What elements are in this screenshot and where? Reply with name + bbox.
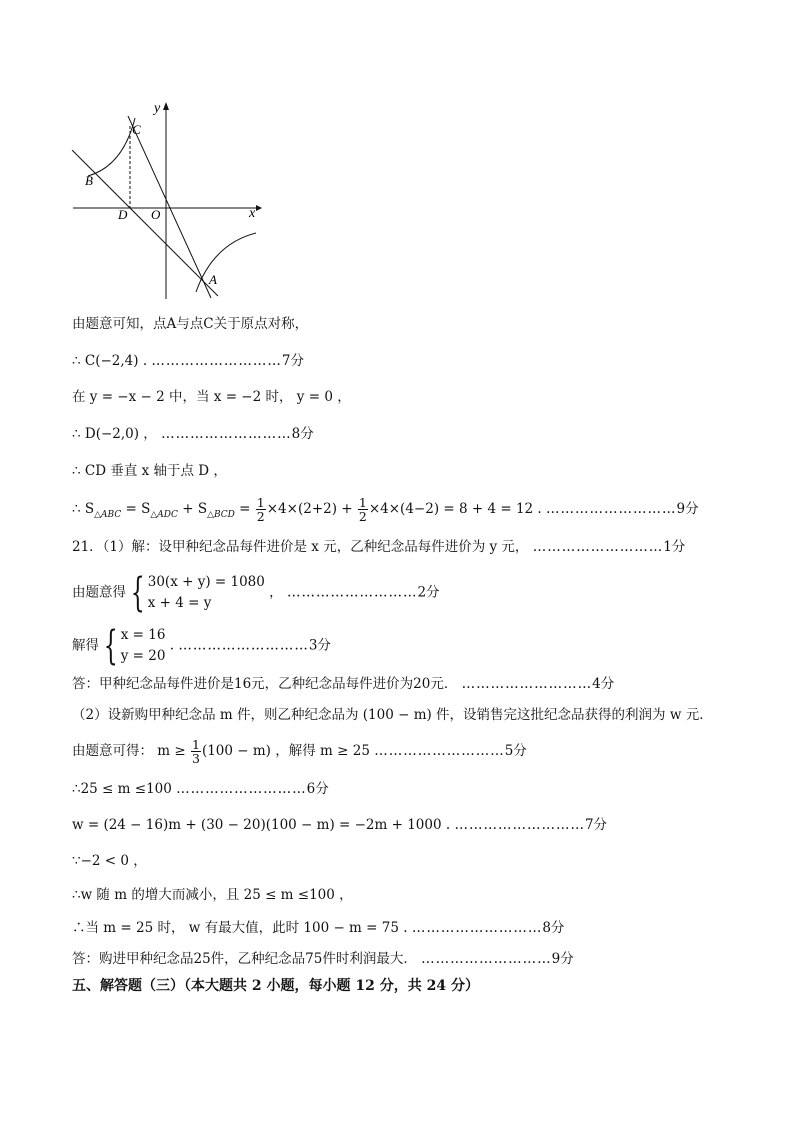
label-o: O: [151, 207, 161, 222]
section-heading: 五、解答题（三）（本大题共 2 小题，每小题 12 分，共 24 分）: [72, 978, 479, 994]
line-part-2: （2）设新购甲种纪念品 m 件，则乙种纪念品为 (100 − m) 件，设销售完这批纪念品获得的利润为 w 元．: [72, 707, 713, 723]
y-axis-arrow: [163, 102, 169, 110]
label-a: A: [209, 272, 217, 287]
line-max: ∴当 m = 25 时， w 有最大值，此时 100 − m = 75 . ………………………8分: [72, 920, 565, 936]
line-q21: 21．（1）解：设甲种纪念品每件进价是 x 元，乙种纪念品每件进价为 y 元， ………………………1分: [72, 539, 686, 555]
line-coa: [128, 116, 211, 298]
line-answer-1: 答：甲种纪念品每件进价是16元，乙种纪念品每件进价为20元． ………………………4分: [72, 676, 615, 692]
line-point-d: ∴ D(−2,0) ， ………………………8分: [72, 426, 314, 442]
fraction-half-2: $\frac{1}{2}$: [358, 495, 367, 524]
x-axis-arrow: [256, 205, 262, 211]
line-cd-perp: ∴ CD 垂直 x 轴于点 D ，: [72, 463, 227, 479]
line-decreasing: ∴w 随 m 的增大而减小，且 25 ≤ m ≤100 ，: [72, 887, 353, 903]
line-inequality: 由题意可得： m ≥ $\frac{1}{3}$ (100 − m) ，解得 m ≥ 25 ………………………5分: [72, 737, 527, 766]
hyperbola-branch-left: [88, 118, 135, 176]
label-y: y: [154, 101, 161, 116]
line-substitute: 在 y = −x − 2 中，当 x = −2 时， y = 0 ，: [72, 389, 351, 405]
coordinate-figure: [68, 96, 268, 304]
fraction-half-1: $\frac{1}{2}$: [256, 495, 265, 524]
line-profit: w = (24 − 16)m + (30 − 20)(100 − m) = −2m + 1000 . ………………………7分: [72, 817, 608, 833]
label-x: x: [249, 206, 256, 221]
line-negative: ∵−2 < 0 ，: [72, 853, 147, 869]
line-symmetric: 由题意可知，点A与点C关于原点对称，: [72, 316, 309, 332]
equation-system-1: { 30(x + y) = 1080 x + 4 = y: [131, 570, 265, 616]
label-d: D: [118, 207, 128, 222]
line-point-c: ∴ C(−2,4) . ………………………7分: [72, 353, 304, 369]
line-system-2: 解得 { x = 16 y = 20 . ………………………3分: [72, 623, 331, 669]
line-system-1: 由题意得 { 30(x + y) = 1080 x + 4 = y ， ………………………2分: [72, 570, 440, 616]
fraction-third: $\frac{1}{3}$: [192, 737, 200, 766]
label-b: B: [85, 173, 93, 188]
line-area: ∴ $S_{\triangle ABC} = S_{\triangle ADC} + S_{\triangle BCD}$ = $\frac{1}{2}$ ×4×(2+2) + $\frac{1}{2}$ ×4×(4−2) = 8 + 4 = 12 . ………………………9分: [72, 495, 699, 524]
line-bda: [72, 150, 218, 296]
equation-system-2: { x = 16 y = 20: [104, 623, 166, 669]
line-answer-2: 答：购进甲种纪念品25件，乙种纪念品75件时利润最大． ………………………9分: [72, 951, 574, 967]
label-c: C: [132, 122, 141, 137]
line-range: ∴25 ≤ m ≤100 ………………………6分: [72, 781, 329, 797]
